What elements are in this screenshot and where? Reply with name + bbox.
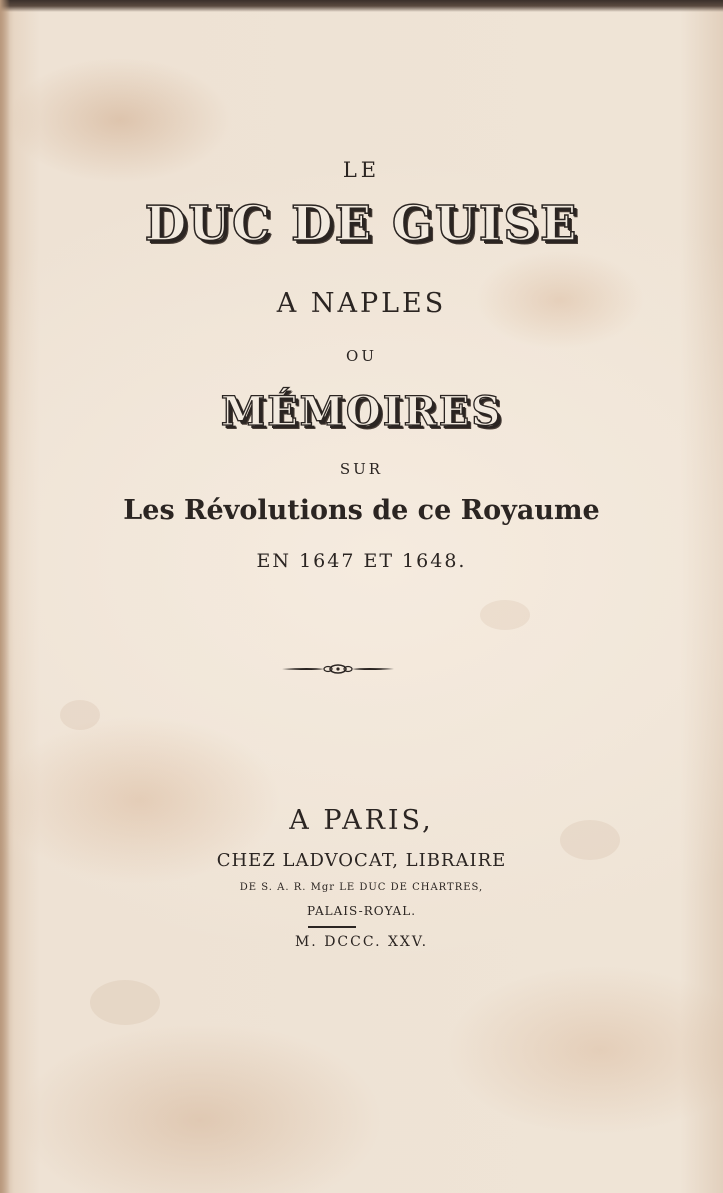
subtitle-memoires: MÉMOIRES: [220, 388, 503, 435]
imprint-patron: DE S. A. R. Mgr LE DUC DE CHARTRES,: [239, 882, 484, 893]
imprint-rule: [308, 926, 356, 928]
fleuron-ornament-icon: [280, 660, 396, 678]
foxing-spot: [90, 980, 160, 1025]
title-conjunction: OU: [346, 347, 377, 365]
title-preposition: SUR: [339, 460, 384, 478]
imprint-publisher: CHEZ LADVOCAT, LIBRAIRE: [216, 850, 507, 871]
imprint-address: PALAIS-ROYAL.: [306, 904, 417, 918]
foxing-spot: [480, 600, 530, 630]
foxing-spot: [60, 700, 100, 730]
subtitle-revolutions: Les Révolutions de ce Royaume: [123, 495, 600, 526]
title-years: EN 1647 ET 1648.: [256, 550, 467, 572]
main-title: DUC DE GUISE: [144, 196, 579, 252]
title-location: A NAPLES: [276, 288, 447, 319]
imprint-date: M. DCCC. XXV.: [294, 934, 429, 950]
page-top-edge: [0, 0, 723, 12]
imprint-place: A PARIS,: [289, 805, 434, 836]
title-article: LE: [342, 158, 381, 182]
